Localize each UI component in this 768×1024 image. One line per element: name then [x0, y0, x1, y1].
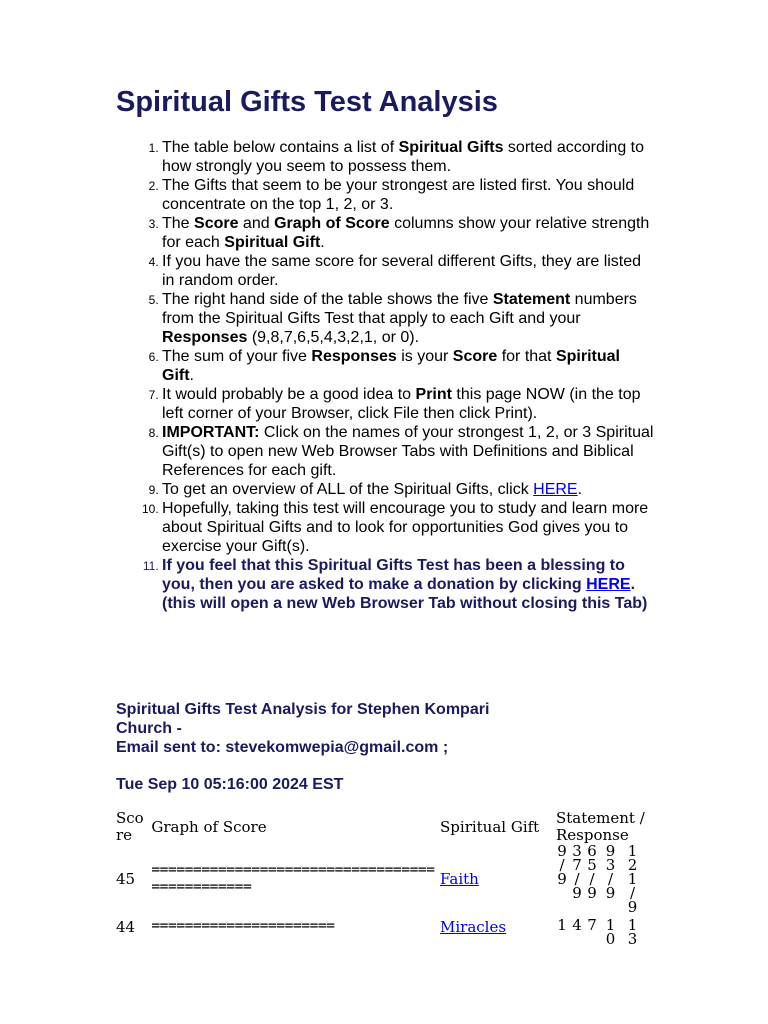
gift-header: Spiritual Gift: [440, 818, 540, 836]
graph-cell: [151, 914, 440, 948]
response-value: 10: [605, 916, 616, 948]
report-heading: Spiritual Gifts Test Analysis for Stephen Kompari: [116, 701, 490, 718]
graph-header: Graph of Score: [151, 818, 267, 836]
instruction-item: 5. The right hand side of the table shows the five Statement numbers from the Spiritual Gifts Test that apply to each Gift and your Responses (9,8,7,6,5,4,3,2,1, or 0).: [162, 290, 656, 347]
score-cell: 45: [116, 870, 136, 888]
report-header: [116, 700, 636, 757]
gift-link-miracles[interactable]: Miracles: [440, 918, 507, 936]
report-date: Tue Sep 10 05:16:00 2024 EST: [116, 776, 344, 793]
response-value: 4: [572, 916, 582, 934]
response-value: 6 5 / 9: [587, 842, 597, 902]
gift-cell: [440, 914, 556, 948]
overview-here-link[interactable]: HERE: [533, 481, 578, 498]
response-value: 7: [587, 916, 597, 934]
instruction-item: 3. The Score and Graph of Score columns show your relative strength for each Spiritual Gift.: [162, 214, 656, 252]
report-church: Church -: [116, 720, 182, 737]
response-value: 9 / 9: [557, 842, 567, 888]
page-title: Spiritual Gifts Test Analysis: [116, 86, 498, 118]
score-bar: ======================: [151, 918, 335, 934]
response-value: 93 / 9: [605, 842, 616, 902]
score-cell: 44: [116, 918, 136, 936]
response-value: 3 7 / 9: [572, 842, 582, 902]
instruction-item: 8. IMPORTANT: Click on the names of your strongest 1, 2, or 3 Spiritual Gift(s) to open new Web Browser Tabs with Definitions and Biblical References for each gift.: [162, 423, 656, 480]
instruction-item: 7. It would probably be a good idea to Print this page NOW (in the top left corner of your Browser, click File then click Print).: [162, 385, 656, 423]
response-value: 1: [557, 916, 567, 934]
score-bar: ==============================================: [151, 862, 435, 895]
gift-cell: [440, 844, 556, 914]
instruction-item: 9. To get an overview of ALL of the Spiritual Gifts, click HERE.: [162, 480, 656, 499]
graph-cell: [151, 844, 440, 914]
statement-header: Statement / Response: [556, 809, 645, 844]
table-header-row: [116, 810, 656, 844]
score-header: Score: [116, 809, 144, 844]
response-value: 12 1 / 9: [627, 842, 638, 916]
instruction-item: 2. The Gifts that seem to be your strongest are listed first. You should concentrate on the top 1, 2, or 3.: [162, 176, 656, 214]
table-row: [116, 914, 656, 948]
donation-here-link[interactable]: HERE: [586, 576, 631, 593]
instruction-item: 10. Hopefully, taking this test will encourage you to study and learn more about Spiritual Gifts and to look for opportunities God gives you to exercise your Gift(s).: [162, 499, 656, 556]
gift-link-faith[interactable]: Faith: [440, 870, 479, 888]
responses-cell: [556, 844, 656, 914]
table-row: [116, 844, 656, 914]
report-email: Email sent to: stevekomwepia@gmail.com ;: [116, 739, 449, 756]
results-table: [116, 810, 656, 948]
instruction-item: 6. The sum of your five Responses is your Score for that Spiritual Gift.: [162, 347, 656, 385]
instructions-list: [116, 138, 656, 613]
instruction-item: 1. The table below contains a list of Spiritual Gifts sorted according to how strongly you seem to possess them.: [162, 138, 656, 176]
instruction-item: 4. If you have the same score for several different Gifts, they are listed in random order.: [162, 252, 656, 290]
responses-cell: [556, 914, 656, 948]
instruction-item: 11. If you feel that this Spiritual Gifts Test has been a blessing to you, then you are asked to make a donation by clicking HERE. (this will open a new Web Browser Tab without closing this Tab): [162, 556, 656, 613]
response-value: 13: [627, 916, 638, 948]
